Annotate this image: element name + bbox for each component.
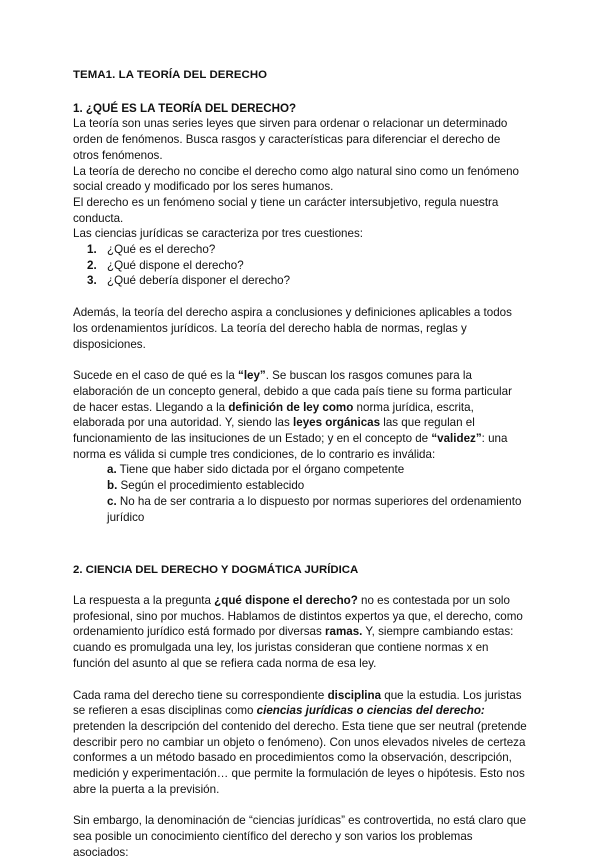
validity-conditions-list: [73, 462, 528, 525]
list-item: c. No ha de ser contraria a lo dispuesto por normas superiores del ordenamiento jurídico: [107, 494, 522, 524]
list-item: 3. ¿Qué debería disponer el derecho?: [87, 274, 291, 288]
section-2-paragraph-1: La respuesta a la pregunta ¿qué dispone el derecho? no es contestada por un solo profesional, sino por muchos. Hablamos de distintos expertos ya que, el derecho, como ordenamiento jurídico está formado por diversas ramas. Y, siempre cambiando estas: cuando es promulgada una ley, los juristas consideran que contiene normas x en función del asunto al que se refiera cada norma de esa ley.: [73, 593, 523, 670]
section-2-paragraph-3: Sin embargo, la denominación de “ciencias jurídicas” es controvertida, no está claro que sea posible un conocimiento científico del derecho y son varios los problemas asociados:: [73, 814, 527, 859]
section-1-paragraph-4: Las ciencias jurídicas se caracteriza por tres cuestiones:: [73, 227, 363, 241]
section-1-paragraph-2: La teoría de derecho no concibe el derecho como algo natural sino como un fenómeno social creado y modificado por los seres humanos.: [73, 164, 520, 194]
document-title: TEMA1. LA TEORÍA DEL DERECHO: [73, 69, 268, 81]
document-page: [73, 68, 528, 861]
section-1-paragraph-5: Además, la teoría del derecho aspira a conclusiones y definiciones aplicables a todos los ordenamientos jurídicos. La teoría del derecho habla de normas, reglas y disposiciones.: [73, 306, 512, 351]
list-item: a. Tiene que haber sido dictada por el órgano competente: [107, 463, 405, 477]
section-1-paragraph-3: El derecho es un fenómeno social y tiene un carácter intersubjetivo, regula nuestra conducta.: [73, 195, 499, 225]
section-2-paragraph-2: Cada rama del derecho tiene su correspondiente disciplina que la estudia. Los juristas se refieren a esas disciplinas como ciencias jurídicas o ciencias del derecho: pretenden la descripción del contenido del derecho. Esta tiene que ser neutral (pretende describir pero no cambiar un objeto o fenómeno). Con unos elevados niveles de certeza conformes a un método basado en procedimientos como la observación, descripción, medición y experimentación… que permite la formulación de leyes o hipótesis. Esto nos abre la puerta a la previsión.: [73, 688, 527, 796]
section-1-heading: 1. ¿QUÉ ES LA TEORÍA DEL DERECHO?: [73, 101, 297, 115]
section-1-paragraph-6: Sucede en el caso de qué es la “ley”. Se buscan los rasgos comunes para la elaboración de un concepto general, debido a que cada país tiene su forma particular de hacer estas. Llegando a la definición de ley como norma jurídica, escrita, elaborada por una autoridad. Y, siendo las leyes orgánicas las que regulan el funcionamiento de las insituciones de un Estado; y en el concepto de “validez”: una norma es válida si cumple tres condiciones, de lo contrario es inválida:: [73, 369, 512, 461]
list-item: 1. ¿Qué es el derecho?: [87, 243, 216, 257]
section-1-paragraph-1: La teoría son unas series leyes que sirven para ordenar o relacionar un determinado orden de fenómenos. Busca rasgos y características para diferenciar el derecho de otros fenómenos.: [73, 117, 508, 162]
questions-list: [73, 242, 528, 289]
list-item: b. Según el procedimiento establecido: [107, 479, 305, 493]
list-item: 2. ¿Qué dispone el derecho?: [87, 258, 244, 272]
section-2-heading: 2. CIENCIA DEL DERECHO Y DOGMÁTICA JURÍDICA: [73, 564, 359, 577]
